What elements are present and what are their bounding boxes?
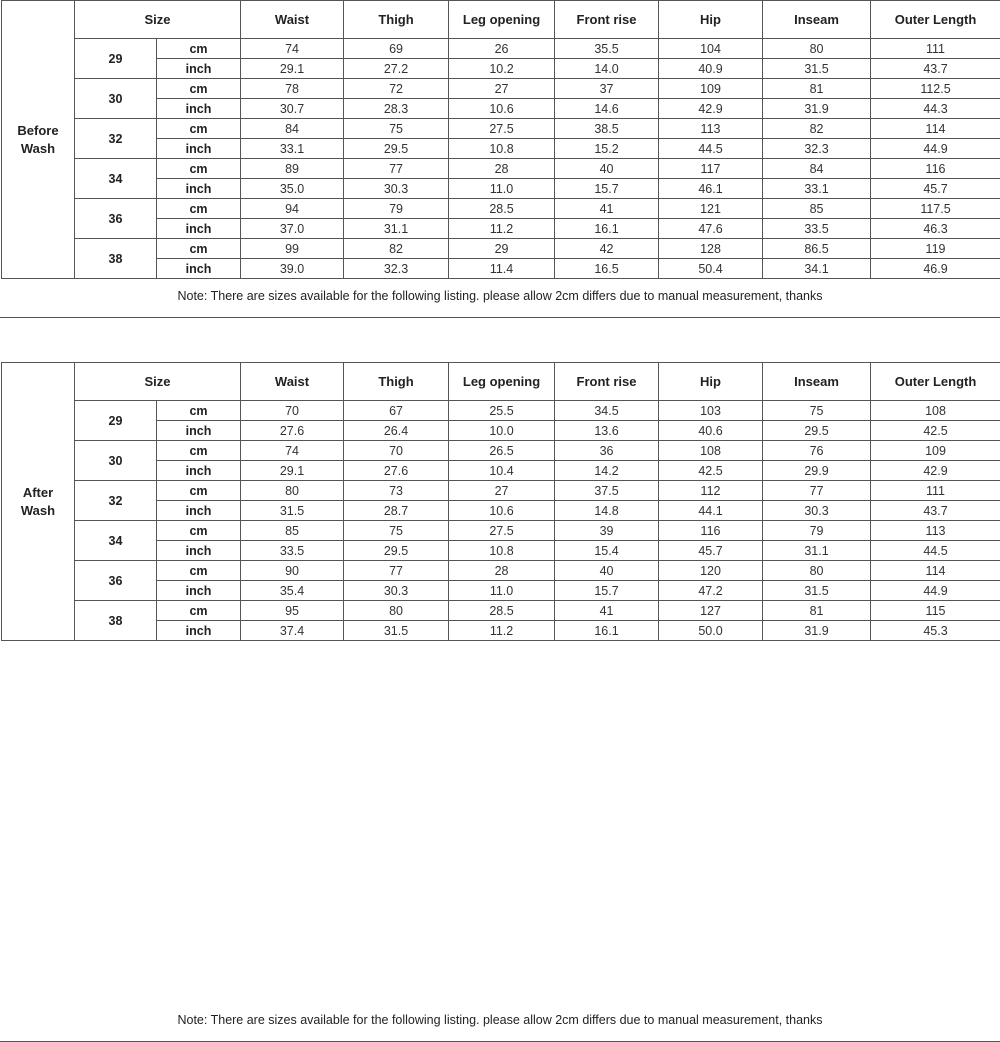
value-cell: 29 bbox=[449, 239, 555, 259]
value-cell: 16.5 bbox=[555, 259, 659, 279]
header-size: Size bbox=[75, 1, 241, 39]
value-cell: 47.6 bbox=[659, 219, 763, 239]
value-cell: 103 bbox=[659, 401, 763, 421]
table-row bbox=[2, 239, 1000, 259]
value-cell: 77 bbox=[344, 159, 449, 179]
header-cell: Outer Length bbox=[871, 363, 1000, 401]
value-cell: 119 bbox=[871, 239, 1000, 259]
value-cell: 42.9 bbox=[871, 461, 1000, 481]
size-cell: 34 bbox=[75, 159, 157, 199]
header-cell: Inseam bbox=[763, 1, 871, 39]
value-cell: 29.5 bbox=[344, 139, 449, 159]
unit-cell: inch bbox=[157, 139, 241, 159]
value-cell: 31.5 bbox=[241, 501, 344, 521]
value-cell: 112.5 bbox=[871, 79, 1000, 99]
size-cell: 34 bbox=[75, 521, 157, 561]
value-cell: 117.5 bbox=[871, 199, 1000, 219]
value-cell: 11.2 bbox=[449, 219, 555, 239]
value-cell: 26 bbox=[449, 39, 555, 59]
value-cell: 74 bbox=[241, 441, 344, 461]
value-cell: 116 bbox=[659, 521, 763, 541]
value-cell: 80 bbox=[763, 561, 871, 581]
value-cell: 31.1 bbox=[763, 541, 871, 561]
value-cell: 35.4 bbox=[241, 581, 344, 601]
table-row bbox=[2, 199, 1000, 219]
unit-cell: inch bbox=[157, 461, 241, 481]
value-cell: 70 bbox=[344, 441, 449, 461]
measurement-note: Note: There are sizes available for the following listing. please allow 2cm differs due to manual measurement, thanks bbox=[0, 289, 1000, 303]
value-cell: 28.5 bbox=[449, 601, 555, 621]
unit-cell: inch bbox=[157, 621, 241, 641]
size-cell: 30 bbox=[75, 79, 157, 119]
value-cell: 31.9 bbox=[763, 99, 871, 119]
size-cell: 29 bbox=[75, 39, 157, 79]
value-cell: 10.8 bbox=[449, 541, 555, 561]
value-cell: 114 bbox=[871, 119, 1000, 139]
wash-label bbox=[2, 363, 75, 641]
header-cell: Inseam bbox=[763, 363, 871, 401]
value-cell: 40.6 bbox=[659, 421, 763, 441]
value-cell: 35.5 bbox=[555, 39, 659, 59]
unit-cell: cm bbox=[157, 79, 241, 99]
value-cell: 81 bbox=[763, 79, 871, 99]
value-cell: 30.7 bbox=[241, 99, 344, 119]
value-cell: 11.4 bbox=[449, 259, 555, 279]
value-cell: 109 bbox=[871, 441, 1000, 461]
value-cell: 27.5 bbox=[449, 521, 555, 541]
value-cell: 41 bbox=[555, 199, 659, 219]
wash-label-line2: Wash bbox=[21, 503, 55, 518]
size-cell: 30 bbox=[75, 441, 157, 481]
value-cell: 111 bbox=[871, 481, 1000, 501]
header-cell: Front rise bbox=[555, 1, 659, 39]
value-cell: 40 bbox=[555, 159, 659, 179]
value-cell: 27.6 bbox=[241, 421, 344, 441]
value-cell: 85 bbox=[763, 199, 871, 219]
value-cell: 14.8 bbox=[555, 501, 659, 521]
value-cell: 28.3 bbox=[344, 99, 449, 119]
unit-cell: cm bbox=[157, 199, 241, 219]
value-cell: 27 bbox=[449, 79, 555, 99]
value-cell: 117 bbox=[659, 159, 763, 179]
value-cell: 74 bbox=[241, 39, 344, 59]
value-cell: 50.4 bbox=[659, 259, 763, 279]
value-cell: 39 bbox=[555, 521, 659, 541]
table-row bbox=[2, 159, 1000, 179]
value-cell: 10.8 bbox=[449, 139, 555, 159]
unit-cell: cm bbox=[157, 119, 241, 139]
value-cell: 46.9 bbox=[871, 259, 1000, 279]
value-cell: 94 bbox=[241, 199, 344, 219]
wash-label-line1: After bbox=[23, 485, 53, 500]
unit-cell: cm bbox=[157, 561, 241, 581]
header-cell: Hip bbox=[659, 1, 763, 39]
value-cell: 47.2 bbox=[659, 581, 763, 601]
value-cell: 33.1 bbox=[763, 179, 871, 199]
value-cell: 29.1 bbox=[241, 59, 344, 79]
value-cell: 27.5 bbox=[449, 119, 555, 139]
unit-cell: cm bbox=[157, 521, 241, 541]
value-cell: 33.1 bbox=[241, 139, 344, 159]
value-cell: 25.5 bbox=[449, 401, 555, 421]
unit-cell: inch bbox=[157, 541, 241, 561]
table-row bbox=[2, 521, 1000, 541]
table-row bbox=[2, 401, 1000, 421]
value-cell: 28.5 bbox=[449, 199, 555, 219]
value-cell: 28 bbox=[449, 561, 555, 581]
wash-label-line1: Before bbox=[17, 123, 58, 138]
size-cell: 32 bbox=[75, 481, 157, 521]
value-cell: 80 bbox=[344, 601, 449, 621]
value-cell: 95 bbox=[241, 601, 344, 621]
value-cell: 14.6 bbox=[555, 99, 659, 119]
value-cell: 15.7 bbox=[555, 581, 659, 601]
value-cell: 14.2 bbox=[555, 461, 659, 481]
value-cell: 37.5 bbox=[555, 481, 659, 501]
value-cell: 26.4 bbox=[344, 421, 449, 441]
value-cell: 15.4 bbox=[555, 541, 659, 561]
value-cell: 30.3 bbox=[344, 581, 449, 601]
header-cell: Waist bbox=[241, 1, 344, 39]
value-cell: 32.3 bbox=[763, 139, 871, 159]
value-cell: 29.5 bbox=[763, 421, 871, 441]
value-cell: 35.0 bbox=[241, 179, 344, 199]
size-cell: 36 bbox=[75, 561, 157, 601]
value-cell: 44.1 bbox=[659, 501, 763, 521]
unit-cell: cm bbox=[157, 159, 241, 179]
value-cell: 37.0 bbox=[241, 219, 344, 239]
value-cell: 72 bbox=[344, 79, 449, 99]
value-cell: 28 bbox=[449, 159, 555, 179]
unit-cell: cm bbox=[157, 441, 241, 461]
divider bbox=[0, 317, 1000, 318]
value-cell: 29.1 bbox=[241, 461, 344, 481]
unit-cell: cm bbox=[157, 481, 241, 501]
value-cell: 89 bbox=[241, 159, 344, 179]
unit-cell: inch bbox=[157, 219, 241, 239]
value-cell: 111 bbox=[871, 39, 1000, 59]
value-cell: 26.5 bbox=[449, 441, 555, 461]
value-cell: 79 bbox=[763, 521, 871, 541]
value-cell: 67 bbox=[344, 401, 449, 421]
value-cell: 80 bbox=[241, 481, 344, 501]
value-cell: 28.7 bbox=[344, 501, 449, 521]
value-cell: 85 bbox=[241, 521, 344, 541]
value-cell: 44.9 bbox=[871, 139, 1000, 159]
value-cell: 77 bbox=[763, 481, 871, 501]
value-cell: 41 bbox=[555, 601, 659, 621]
value-cell: 31.5 bbox=[763, 59, 871, 79]
value-cell: 37 bbox=[555, 79, 659, 99]
value-cell: 81 bbox=[763, 601, 871, 621]
value-cell: 30.3 bbox=[344, 179, 449, 199]
value-cell: 31.1 bbox=[344, 219, 449, 239]
value-cell: 113 bbox=[871, 521, 1000, 541]
wash-label bbox=[2, 1, 75, 279]
value-cell: 11.0 bbox=[449, 581, 555, 601]
value-cell: 11.0 bbox=[449, 179, 555, 199]
value-cell: 39.0 bbox=[241, 259, 344, 279]
value-cell: 32.3 bbox=[344, 259, 449, 279]
value-cell: 30.3 bbox=[763, 501, 871, 521]
value-cell: 84 bbox=[763, 159, 871, 179]
value-cell: 34.1 bbox=[763, 259, 871, 279]
value-cell: 78 bbox=[241, 79, 344, 99]
value-cell: 128 bbox=[659, 239, 763, 259]
value-cell: 36 bbox=[555, 441, 659, 461]
value-cell: 42.5 bbox=[871, 421, 1000, 441]
unit-cell: inch bbox=[157, 179, 241, 199]
value-cell: 75 bbox=[344, 521, 449, 541]
size-chart-table bbox=[1, 0, 1000, 279]
size-cell: 36 bbox=[75, 199, 157, 239]
value-cell: 38.5 bbox=[555, 119, 659, 139]
header-cell: Thigh bbox=[344, 363, 449, 401]
value-cell: 108 bbox=[871, 401, 1000, 421]
value-cell: 27.6 bbox=[344, 461, 449, 481]
size-cell: 32 bbox=[75, 119, 157, 159]
value-cell: 116 bbox=[871, 159, 1000, 179]
value-cell: 46.3 bbox=[871, 219, 1000, 239]
header-cell: Leg opening bbox=[449, 1, 555, 39]
value-cell: 113 bbox=[659, 119, 763, 139]
value-cell: 29.5 bbox=[344, 541, 449, 561]
value-cell: 114 bbox=[871, 561, 1000, 581]
value-cell: 15.2 bbox=[555, 139, 659, 159]
value-cell: 31.5 bbox=[344, 621, 449, 641]
value-cell: 79 bbox=[344, 199, 449, 219]
value-cell: 112 bbox=[659, 481, 763, 501]
value-cell: 80 bbox=[763, 39, 871, 59]
header-size: Size bbox=[75, 363, 241, 401]
value-cell: 43.7 bbox=[871, 59, 1000, 79]
table-row bbox=[2, 79, 1000, 99]
header-cell: Outer Length bbox=[871, 1, 1000, 39]
value-cell: 104 bbox=[659, 39, 763, 59]
value-cell: 10.0 bbox=[449, 421, 555, 441]
header-cell: Front rise bbox=[555, 363, 659, 401]
value-cell: 42 bbox=[555, 239, 659, 259]
value-cell: 115 bbox=[871, 601, 1000, 621]
value-cell: 69 bbox=[344, 39, 449, 59]
value-cell: 82 bbox=[763, 119, 871, 139]
value-cell: 31.5 bbox=[763, 581, 871, 601]
unit-cell: inch bbox=[157, 59, 241, 79]
unit-cell: cm bbox=[157, 239, 241, 259]
value-cell: 44.3 bbox=[871, 99, 1000, 119]
header-cell: Thigh bbox=[344, 1, 449, 39]
table-row bbox=[2, 601, 1000, 621]
value-cell: 46.1 bbox=[659, 179, 763, 199]
value-cell: 86.5 bbox=[763, 239, 871, 259]
value-cell: 27 bbox=[449, 481, 555, 501]
header-row bbox=[2, 363, 1000, 401]
table-row bbox=[2, 39, 1000, 59]
value-cell: 99 bbox=[241, 239, 344, 259]
value-cell: 33.5 bbox=[241, 541, 344, 561]
unit-cell: cm bbox=[157, 401, 241, 421]
unit-cell: inch bbox=[157, 421, 241, 441]
value-cell: 44.5 bbox=[871, 541, 1000, 561]
value-cell: 120 bbox=[659, 561, 763, 581]
header-row bbox=[2, 1, 1000, 39]
value-cell: 10.6 bbox=[449, 501, 555, 521]
header-cell: Leg opening bbox=[449, 363, 555, 401]
value-cell: 10.4 bbox=[449, 461, 555, 481]
value-cell: 70 bbox=[241, 401, 344, 421]
unit-cell: inch bbox=[157, 581, 241, 601]
value-cell: 77 bbox=[344, 561, 449, 581]
value-cell: 16.1 bbox=[555, 621, 659, 641]
value-cell: 109 bbox=[659, 79, 763, 99]
wash-label-line2: Wash bbox=[21, 141, 55, 156]
value-cell: 82 bbox=[344, 239, 449, 259]
value-cell: 44.5 bbox=[659, 139, 763, 159]
unit-cell: cm bbox=[157, 601, 241, 621]
value-cell: 45.7 bbox=[659, 541, 763, 561]
value-cell: 13.6 bbox=[555, 421, 659, 441]
unit-cell: cm bbox=[157, 39, 241, 59]
value-cell: 45.3 bbox=[871, 621, 1000, 641]
value-cell: 127 bbox=[659, 601, 763, 621]
size-chart-table bbox=[1, 362, 1000, 641]
value-cell: 33.5 bbox=[763, 219, 871, 239]
table-row bbox=[2, 481, 1000, 501]
table-row bbox=[2, 561, 1000, 581]
value-cell: 40.9 bbox=[659, 59, 763, 79]
value-cell: 31.9 bbox=[763, 621, 871, 641]
value-cell: 75 bbox=[344, 119, 449, 139]
value-cell: 34.5 bbox=[555, 401, 659, 421]
value-cell: 90 bbox=[241, 561, 344, 581]
unit-cell: inch bbox=[157, 99, 241, 119]
header-cell: Hip bbox=[659, 363, 763, 401]
size-cell: 38 bbox=[75, 239, 157, 279]
value-cell: 27.2 bbox=[344, 59, 449, 79]
after-wash-section bbox=[0, 362, 1000, 641]
value-cell: 16.1 bbox=[555, 219, 659, 239]
value-cell: 37.4 bbox=[241, 621, 344, 641]
size-cell: 29 bbox=[75, 401, 157, 441]
value-cell: 75 bbox=[763, 401, 871, 421]
unit-cell: inch bbox=[157, 259, 241, 279]
value-cell: 10.2 bbox=[449, 59, 555, 79]
value-cell: 44.9 bbox=[871, 581, 1000, 601]
measurement-note: Note: There are sizes available for the following listing. please allow 2cm differs due to manual measurement, thanks bbox=[0, 1013, 1000, 1027]
value-cell: 121 bbox=[659, 199, 763, 219]
header-cell: Waist bbox=[241, 363, 344, 401]
value-cell: 108 bbox=[659, 441, 763, 461]
value-cell: 50.0 bbox=[659, 621, 763, 641]
value-cell: 84 bbox=[241, 119, 344, 139]
value-cell: 15.7 bbox=[555, 179, 659, 199]
value-cell: 73 bbox=[344, 481, 449, 501]
before-wash-section bbox=[0, 0, 1000, 279]
table-row bbox=[2, 441, 1000, 461]
value-cell: 10.6 bbox=[449, 99, 555, 119]
value-cell: 14.0 bbox=[555, 59, 659, 79]
value-cell: 29.9 bbox=[763, 461, 871, 481]
unit-cell: inch bbox=[157, 501, 241, 521]
value-cell: 11.2 bbox=[449, 621, 555, 641]
value-cell: 43.7 bbox=[871, 501, 1000, 521]
value-cell: 42.5 bbox=[659, 461, 763, 481]
value-cell: 76 bbox=[763, 441, 871, 461]
size-cell: 38 bbox=[75, 601, 157, 641]
value-cell: 42.9 bbox=[659, 99, 763, 119]
value-cell: 45.7 bbox=[871, 179, 1000, 199]
table-row bbox=[2, 119, 1000, 139]
value-cell: 40 bbox=[555, 561, 659, 581]
